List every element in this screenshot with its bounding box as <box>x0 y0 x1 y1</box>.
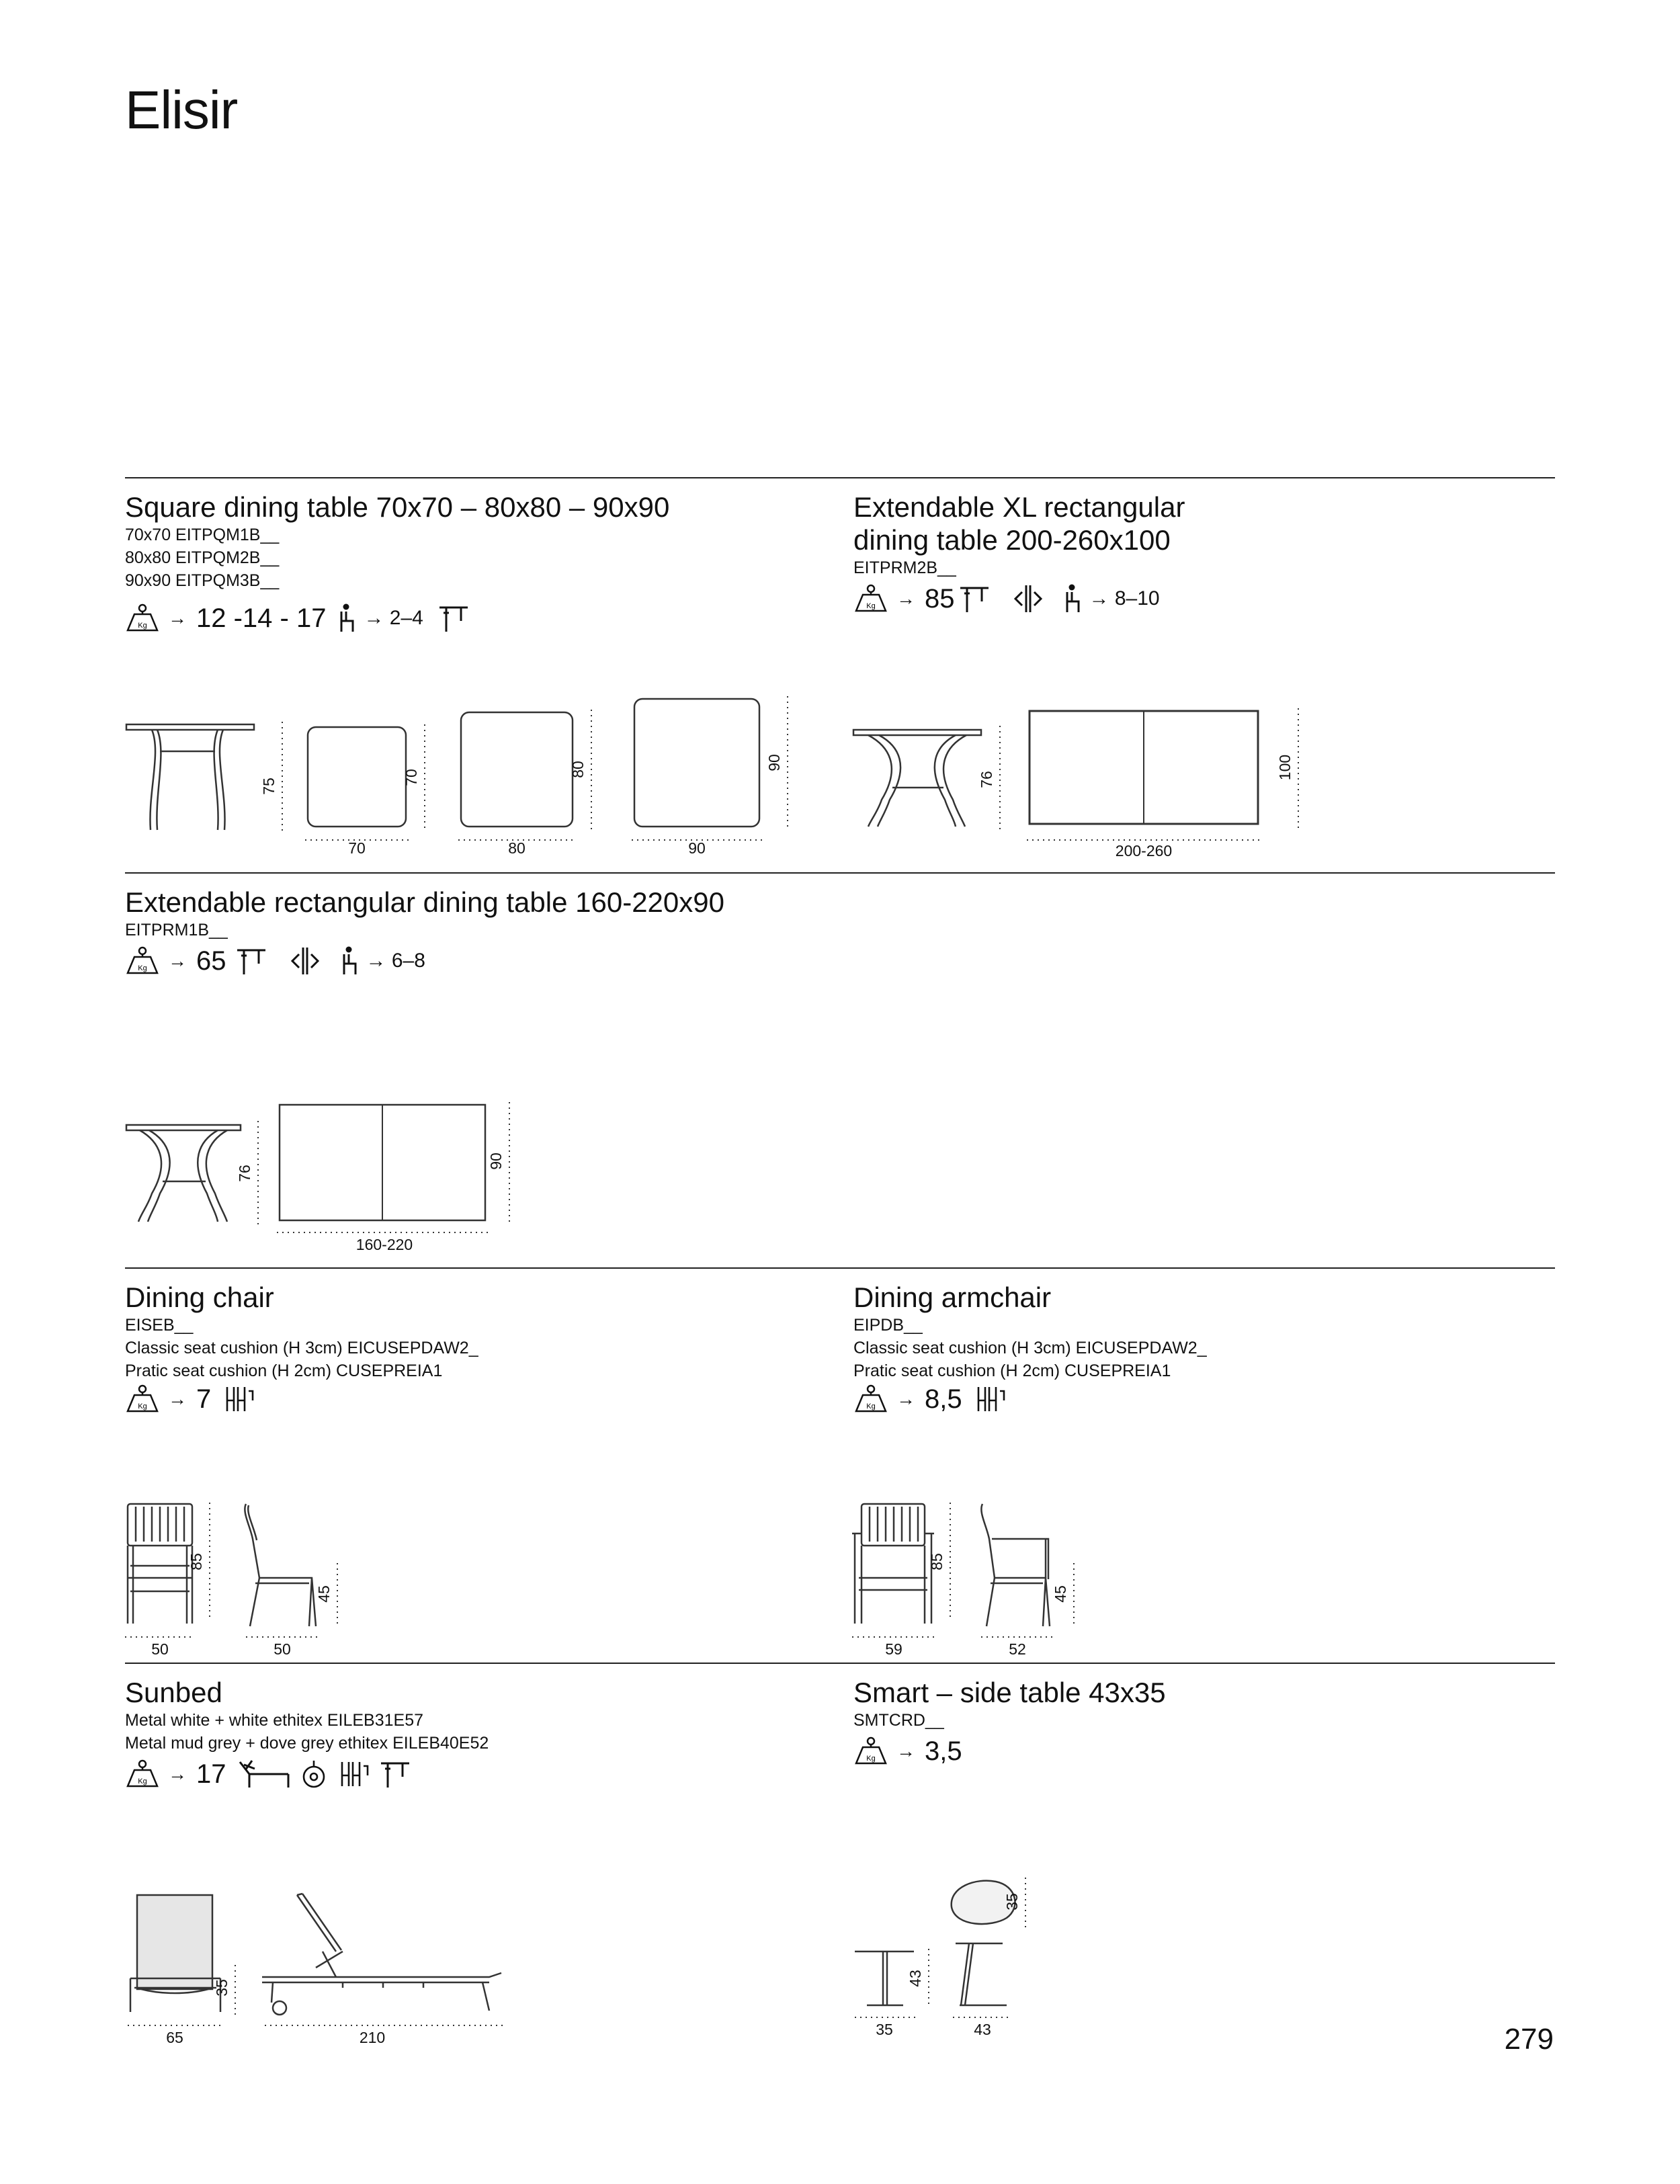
dining-armchair-title: Dining armchair <box>853 1282 1052 1313</box>
sunbed-specs <box>125 1752 489 1796</box>
sunbed-side-view <box>262 1894 501 2015</box>
dining-armchair-side-view <box>981 1504 1050 1626</box>
dining-chair-weight: 7 <box>196 1384 212 1414</box>
weight-arrow: → <box>168 950 187 971</box>
square-table-section <box>125 491 669 640</box>
side-table-front-view <box>855 1951 914 2005</box>
divider-4 <box>125 1663 1555 1664</box>
kg-weight-icon <box>125 1384 160 1414</box>
side-table-weight: 3,5 <box>925 1736 962 1766</box>
sunbed-length-label: 210 <box>359 2029 386 2046</box>
svg-text:Kg: Kg <box>138 622 147 630</box>
person-seat-icon <box>1064 584 1084 614</box>
side-table-height-label: 43 <box>907 1970 924 1987</box>
square-table-height-label: 75 <box>260 778 278 795</box>
dining-table-icon <box>959 584 990 614</box>
kg-weight-icon <box>125 603 160 633</box>
stackable-icon <box>974 1384 1007 1414</box>
xl-table-specs <box>853 577 1185 621</box>
svg-text:Kg: Kg <box>866 602 876 610</box>
xl-table-title-1: Extendable XL rectangular <box>853 491 1185 523</box>
divider-2 <box>125 872 1555 874</box>
rect-table-code: EITPRM1B__ <box>125 921 228 939</box>
square-table-drawings <box>121 692 806 867</box>
kg-weight-icon <box>853 1736 888 1766</box>
person-seat-icon <box>338 603 358 633</box>
square-table-side-view <box>126 724 254 830</box>
rect-table-title: Extendable rectangular dining table 160-220x90 <box>125 886 724 918</box>
side-table-section <box>853 1676 1166 1773</box>
xl-table-depth-label: 100 <box>1276 754 1294 781</box>
extendable-icon <box>287 946 323 976</box>
person-seat-icon <box>341 946 361 976</box>
rect-table-height-label: 76 <box>236 1165 253 1182</box>
weight-arrow: → <box>168 1388 187 1409</box>
dining-chair-title: Dining chair <box>125 1282 274 1313</box>
dining-armchair-height-label: 85 <box>928 1553 946 1570</box>
sunbed-title: Sunbed <box>125 1677 222 1708</box>
rect-table-section <box>125 886 724 983</box>
reclining-sunbed-icon <box>239 1759 290 1789</box>
dining-armchair-width-label: 59 <box>885 1640 902 1658</box>
sunbed-front-view <box>130 1895 220 2012</box>
xl-table-side-view <box>853 730 981 827</box>
square-table-title: Square dining table 70x70 – 80x80 – 90x90 <box>125 491 670 523</box>
dining-chair-drawings <box>121 1499 363 1660</box>
sunbed-section <box>125 1676 489 1796</box>
dining-chair-height-label: 85 <box>187 1553 205 1570</box>
sunbed-width-label: 65 <box>166 2029 183 2046</box>
xl-table-title-2: dining table 200-260x100 <box>853 524 1171 556</box>
dining-chair-specs <box>125 1377 478 1421</box>
extendable-icon <box>1010 584 1046 614</box>
dining-chair-cushion-1: Classic seat cushion (H 3cm) EICUSEPDAW2_ <box>125 1339 478 1357</box>
dining-armchair-drawings <box>849 1499 1091 1660</box>
dining-chair-width-label: 50 <box>151 1640 169 1658</box>
divider-1 <box>125 477 1555 478</box>
square-70-depth-label: 70 <box>403 769 420 786</box>
dining-armchair-cushion-2: Pratic seat cushion (H 2cm) CUSEPREIA1 <box>853 1361 1171 1380</box>
xl-table-height-label: 76 <box>978 771 995 788</box>
svg-text:Kg: Kg <box>138 1777 147 1786</box>
square-80-depth-label: 80 <box>569 761 587 778</box>
svg-text:Kg: Kg <box>138 964 147 972</box>
sunbed-weight: 17 <box>196 1759 226 1789</box>
dining-chair-cushion-2: Pratic seat cushion (H 2cm) CUSEPREIA1 <box>125 1361 443 1380</box>
dining-chair-code: EISEB__ <box>125 1316 194 1335</box>
dining-table-icon <box>236 946 267 976</box>
dining-armchair-specs <box>853 1377 1207 1421</box>
dining-chair-section <box>125 1281 478 1421</box>
weight-arrow: → <box>896 1388 915 1409</box>
weight-arrow: → <box>896 1740 915 1761</box>
square-table-weight: 12 -14 - 17 <box>196 603 327 633</box>
rect-table-width-label: 160-220 <box>355 1236 413 1253</box>
dining-armchair-front-view <box>852 1504 934 1624</box>
square-90-width-label: 90 <box>688 839 706 857</box>
side-table-drawings <box>848 1874 1090 2042</box>
square-top-90 <box>634 699 759 827</box>
dining-table-icon <box>438 603 469 633</box>
stackable-icon <box>338 1759 370 1789</box>
dining-chair-front-view <box>128 1504 192 1624</box>
divider-3 <box>125 1267 1555 1269</box>
dining-armchair-weight: 8,5 <box>925 1384 962 1414</box>
side-table-top-depth-label: 35 <box>1003 1893 1021 1910</box>
rect-table-seats: → 6–8 <box>366 950 425 972</box>
rect-table-depth-label: 90 <box>487 1152 505 1170</box>
page-number: 279 <box>1504 2023 1554 2056</box>
side-table-width-label: 35 <box>876 2021 893 2038</box>
rect-table-specs <box>125 939 724 983</box>
weight-arrow: → <box>168 1763 187 1784</box>
square-table-code-3: 90x90 EITPQM3B__ <box>125 571 280 590</box>
side-table-specs <box>853 1729 1166 1773</box>
dining-chair-depth-label: 50 <box>274 1640 291 1658</box>
xl-table-width-label: 200-260 <box>1115 842 1173 859</box>
rect-table-drawings <box>121 1094 538 1262</box>
dining-armchair-cushion-1: Classic seat cushion (H 3cm) EICUSEPDAW2_ <box>853 1339 1207 1357</box>
dining-armchair-section <box>853 1281 1207 1421</box>
side-table-code: SMTCRD__ <box>853 1711 944 1730</box>
square-table-code-2: 80x80 EITPQM2B__ <box>125 548 280 567</box>
square-80-width-label: 80 <box>508 839 526 857</box>
dining-armchair-seat-height-label: 45 <box>1052 1585 1069 1603</box>
sunbed-variant-1: Metal white + white ethitex EILEB31E57 <box>125 1711 424 1730</box>
svg-text:Kg: Kg <box>138 1402 147 1411</box>
kg-weight-icon <box>125 946 160 976</box>
dining-table-icon <box>380 1759 411 1789</box>
square-top-70 <box>308 727 406 827</box>
svg-text:Kg: Kg <box>866 1755 876 1763</box>
xl-table-weight: 85 <box>925 583 955 614</box>
sunbed-drawings <box>121 1887 524 2055</box>
side-table-length-label: 43 <box>974 2021 991 2038</box>
stackable-icon <box>223 1384 255 1414</box>
square-table-seats: → 2–4 <box>364 607 423 629</box>
xl-table-drawings <box>848 699 1318 867</box>
sunbed-height-label: 35 <box>213 1979 230 1997</box>
xl-table-seats: → 8–10 <box>1089 587 1160 610</box>
sunbed-variant-2: Metal mud grey + dove grey ethitex EILEB40E52 <box>125 1734 489 1753</box>
kg-weight-icon <box>853 584 888 614</box>
svg-text:Kg: Kg <box>866 1402 876 1411</box>
kg-weight-icon <box>125 1759 160 1789</box>
dining-chair-seat-height-label: 45 <box>315 1585 333 1603</box>
dining-chair-side-view <box>245 1504 316 1626</box>
weight-arrow: → <box>168 607 187 628</box>
weight-arrow: → <box>896 588 915 609</box>
square-90-depth-label: 90 <box>765 754 783 771</box>
page-title: Elisir <box>125 80 238 140</box>
square-top-80 <box>461 712 573 827</box>
rect-table-side-view <box>126 1125 241 1222</box>
square-table-specs <box>125 596 669 640</box>
wheels-icon <box>300 1759 327 1789</box>
dining-armchair-depth-label: 52 <box>1009 1640 1026 1658</box>
rect-table-weight: 65 <box>196 946 226 976</box>
square-table-code-1: 70x70 EITPQM1B__ <box>125 526 280 544</box>
side-table-title: Smart – side table 43x35 <box>853 1677 1166 1708</box>
square-70-width-label: 70 <box>348 839 366 857</box>
xl-table-code: EITPRM2B__ <box>853 558 956 577</box>
dining-armchair-code: EIPDB__ <box>853 1316 923 1335</box>
xl-table-section <box>853 491 1185 621</box>
kg-weight-icon <box>853 1384 888 1414</box>
